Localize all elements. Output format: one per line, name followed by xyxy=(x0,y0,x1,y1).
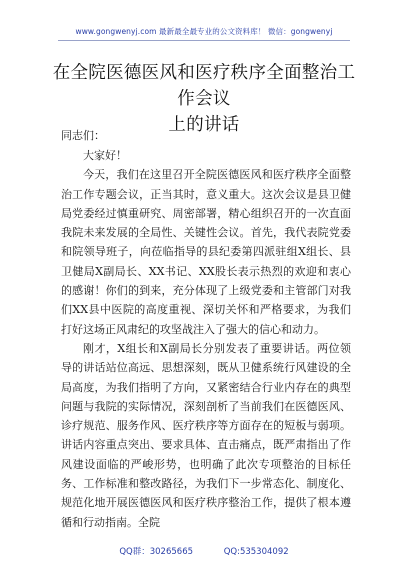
paragraph-greeting: 大家好！ xyxy=(83,149,127,162)
footer-qq: QQ:535304092 xyxy=(223,547,289,557)
site-header[interactable]: www.gongwenyj.com 最新最全最专业的公文资料库！ 微信：gongwenyj xyxy=(75,27,333,36)
title-line-1: 在全院医德医风和医疗秩序全面整治工作会议 xyxy=(52,63,356,109)
paragraph-opening: 今天，我们在这里召开全院医德医风和医疗秩序全面整治工作专题会议，正当其时，意义重大。这次会议是县卫健局党委经过慎重研究、周密部署，精心组织召开的一次直面我院未来发展的全局性、关键性会议。首先，我代表院党委和院领导班子，向莅临指导的县纪委第四派驻组X组长、县卫健局X副局长、XX书记、XX股长表示热烈的欢迎和衷心的感谢！你们的到来，充分体现了上级党委和主管部门对我们XX县中医院的高度重视、深切关怀和严格要求，为我们打好这场正风肃纪的攻坚战注入了强大的信心和动力。 xyxy=(61,168,351,336)
title-line-2: 上的讲话 xyxy=(168,115,240,135)
footer-qq-group: QQ群：30265665 xyxy=(119,547,194,557)
header-divider xyxy=(58,40,350,41)
salutation: 同志们： xyxy=(61,129,105,142)
document-body xyxy=(61,146,351,532)
page-footer xyxy=(0,545,408,557)
paragraph-speeches: 刚才，X组长和X副局长分别发表了重要讲话。两位领导的讲话站位高远、思想深刻，既从卫健系统行风建设的全局高度，为我们指明了方向，又紧密结合行业内存在的典型问题与我院的实际情况，深刻剖析了当前我们在医德医风、诊疗规范、服务作风、医疗秩序等方面存在的短板与弱项。讲话内容重点突出、要求具体、直击痛点，既严肃指出了作风建设面临的严峻形势，也明确了此次专项整治的目标任务、工作标准和整改路径，为我们下一步常态化、制度化、规范化地开展医德医风和医疗秩序整治工作，提供了根本遵循和行动指南。全院 xyxy=(61,341,351,529)
